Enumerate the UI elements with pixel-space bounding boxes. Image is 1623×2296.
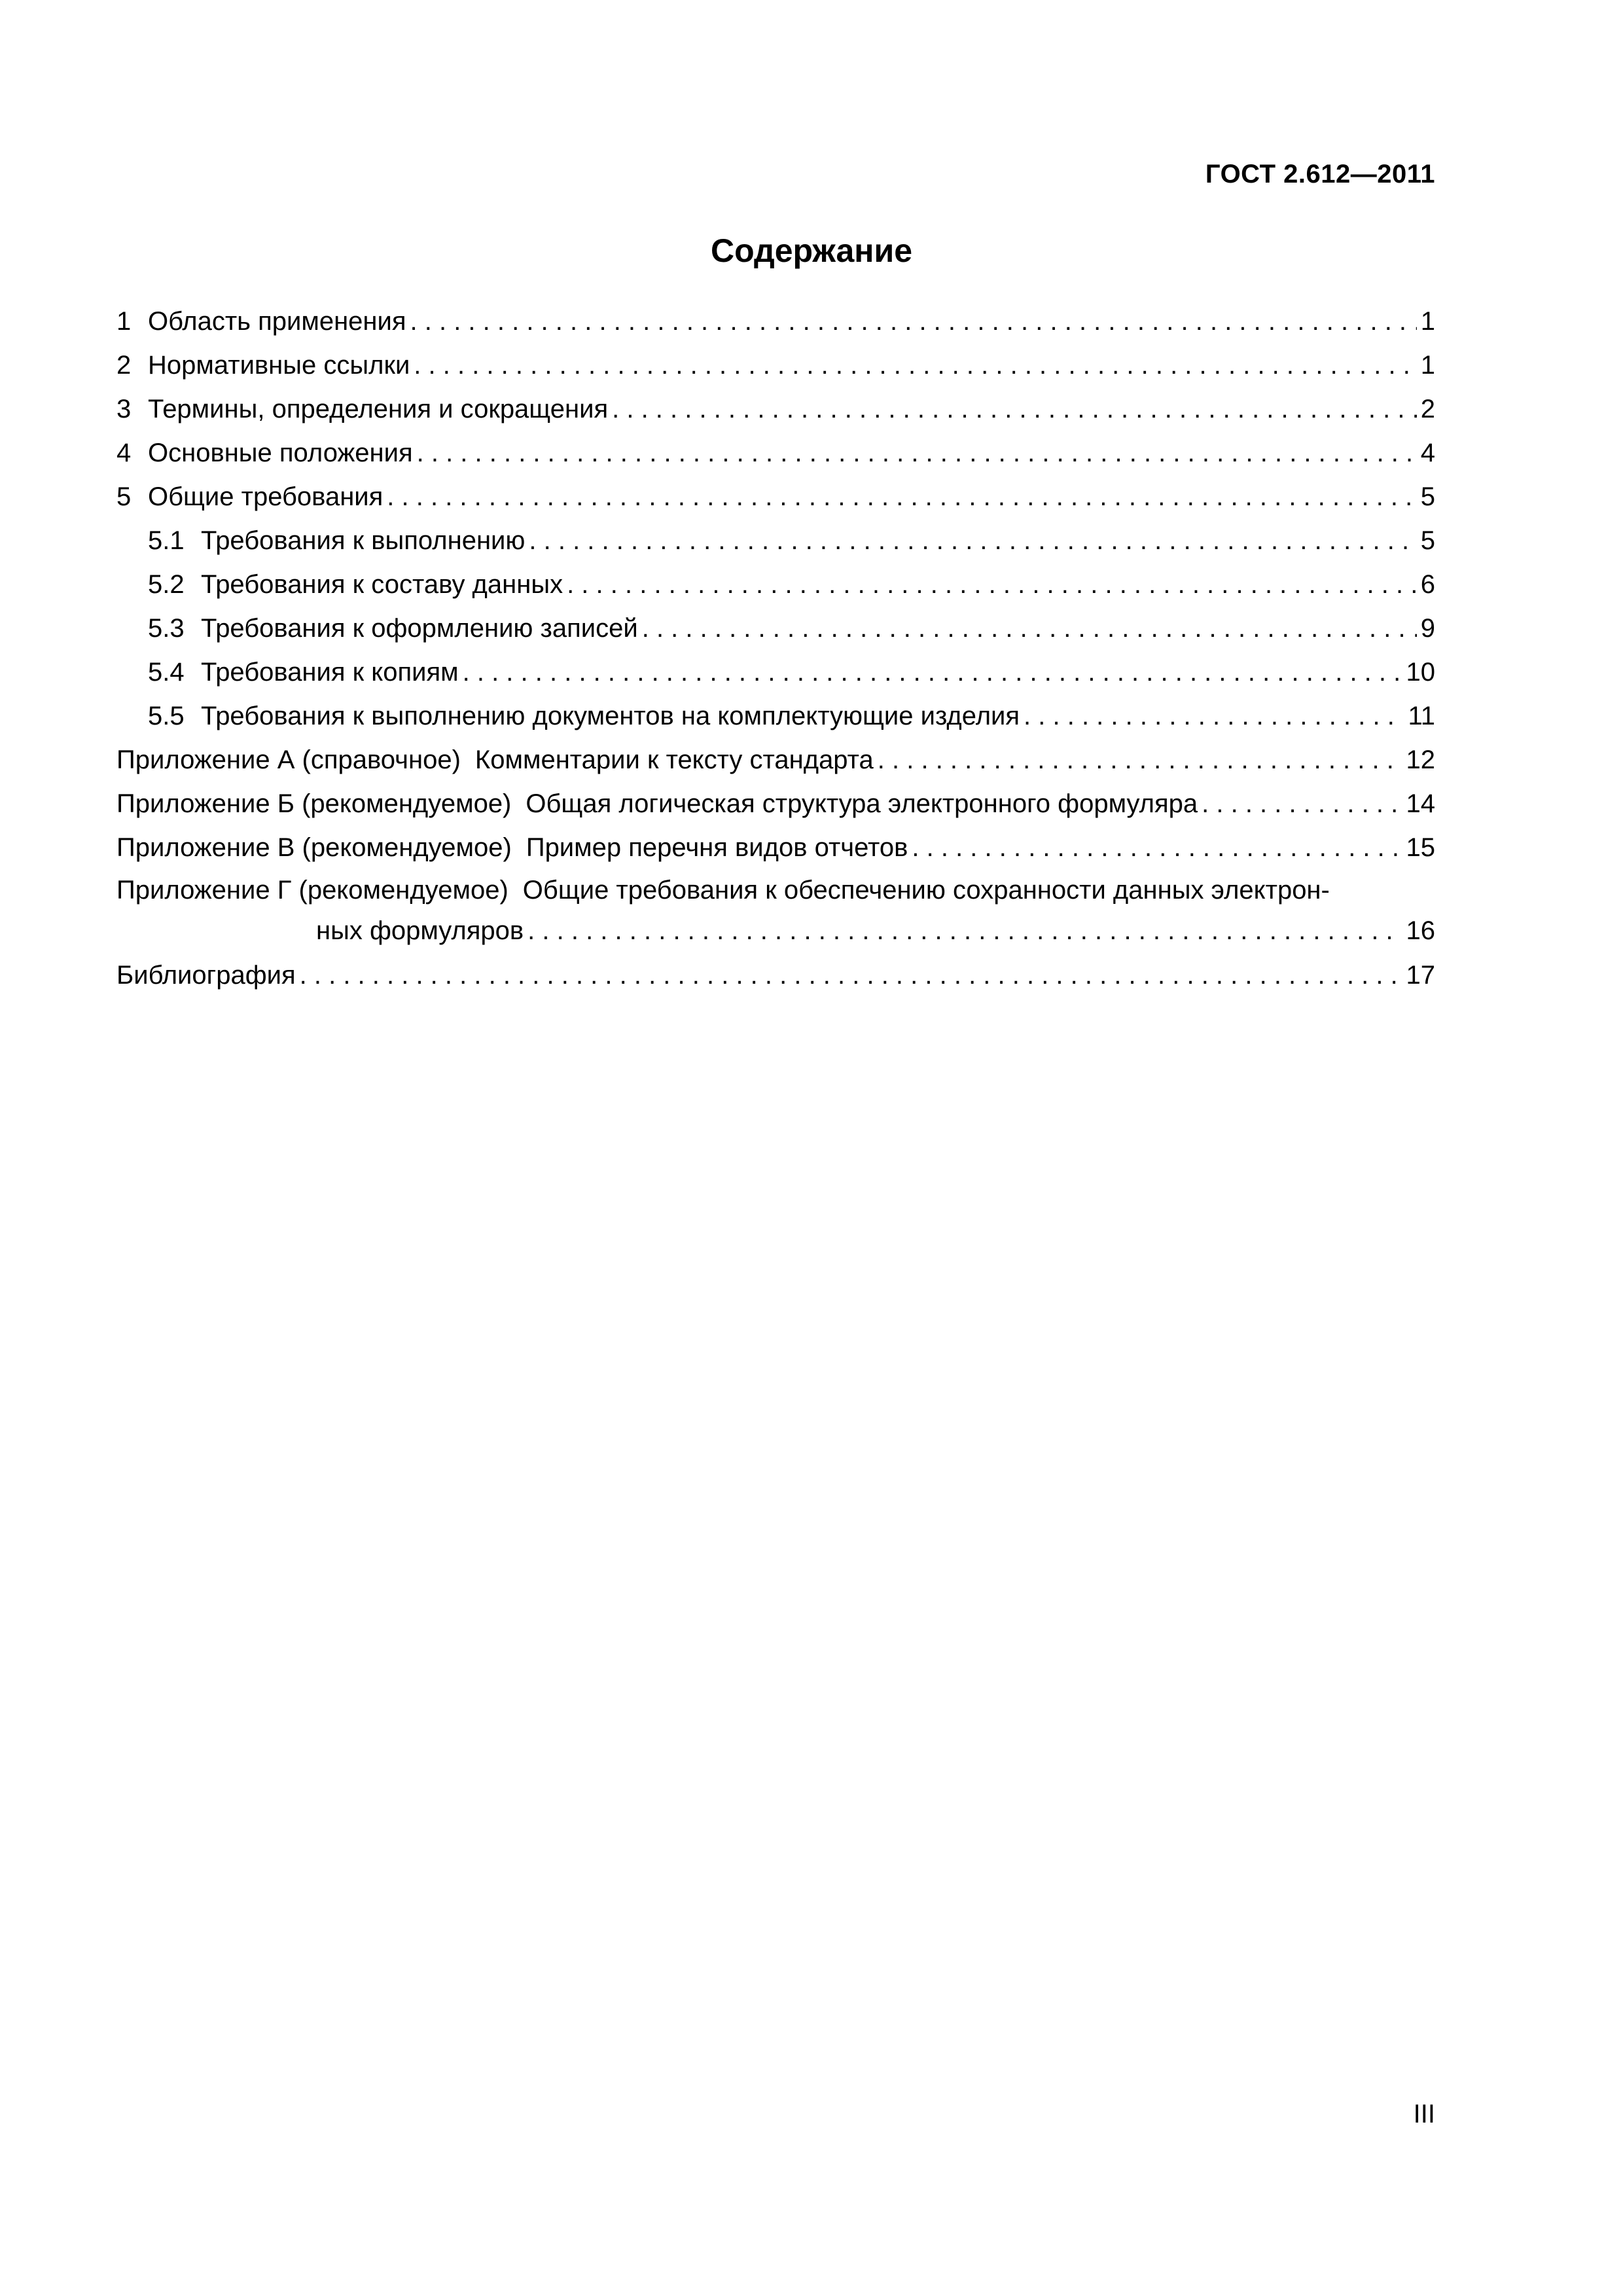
toc-appendix-g[interactable] xyxy=(116,870,1435,951)
toc-item-3[interactable] xyxy=(116,387,1435,431)
toc-item-title: Требования к оформлению записей xyxy=(201,614,638,643)
appendix-title: Комментарии к тексту стандарта xyxy=(474,745,874,774)
appendix-label: Приложение В (рекомендуемое) xyxy=(116,833,512,862)
dot-leader xyxy=(642,607,1417,651)
toc-item-number: 3 xyxy=(116,395,132,423)
toc-item-title: Область применения xyxy=(148,307,406,336)
document-code: ГОСТ 2.612—2011 xyxy=(1205,160,1435,188)
toc-item-number: 5.1 xyxy=(148,526,185,555)
toc-item-number: 4 xyxy=(116,439,132,467)
toc-item-page: 14 xyxy=(1406,789,1435,818)
toc-item-title: Термины, определения и сокращения xyxy=(148,395,609,423)
dot-leader xyxy=(527,910,1402,951)
toc-item-2[interactable] xyxy=(116,344,1435,387)
toc-item-page: 17 xyxy=(1406,961,1435,990)
toc-item-1[interactable] xyxy=(116,300,1435,344)
appendix-title: Общие требования к обеспечению сохранности данных электрон- xyxy=(522,876,1330,905)
toc-item-page: 1 xyxy=(1420,307,1435,336)
toc-item-number: 1 xyxy=(116,307,132,336)
toc-item-number: 5.5 xyxy=(148,702,185,730)
toc-item-title: Требования к составу данных xyxy=(201,570,563,599)
dot-leader xyxy=(300,954,1402,997)
dot-leader xyxy=(410,300,1417,344)
toc-item-title: Требования к копиям xyxy=(201,658,459,687)
toc-item-5-3[interactable] xyxy=(116,607,1435,651)
dot-leader xyxy=(912,826,1402,870)
dot-leader xyxy=(387,475,1416,519)
appendix-title-continued: ных формуляров xyxy=(316,916,524,945)
appendix-label: Приложение А (справочное) xyxy=(116,745,461,774)
toc-item-number: 5.4 xyxy=(148,658,185,687)
toc-appendix-a[interactable] xyxy=(116,738,1435,782)
dot-leader xyxy=(612,387,1417,431)
toc-item-title: Требования к выполнению документов на комплектующие изделия xyxy=(201,702,1020,730)
toc-item-page: 12 xyxy=(1406,745,1435,774)
toc-item-page: 16 xyxy=(1406,916,1435,945)
dot-leader xyxy=(463,651,1402,694)
toc-item-page: 10 xyxy=(1406,658,1435,687)
dot-leader xyxy=(414,344,1416,387)
dot-leader xyxy=(878,738,1402,782)
toc-item-5-4[interactable] xyxy=(116,651,1435,694)
table-of-contents xyxy=(116,300,1435,997)
toc-item-number: 5.3 xyxy=(148,614,185,643)
toc-item-title: Основные положения xyxy=(148,439,413,467)
appendix-label: Приложение Г (рекомендуемое) xyxy=(116,876,508,905)
toc-appendix-b[interactable] xyxy=(116,782,1435,826)
toc-item-5-5[interactable] xyxy=(116,694,1435,738)
toc-item-page: 9 xyxy=(1420,614,1435,643)
dot-leader xyxy=(567,563,1417,607)
toc-item-page: 5 xyxy=(1420,526,1435,555)
toc-item-number: 5.2 xyxy=(148,570,185,599)
page-number: III xyxy=(1413,2100,1435,2128)
toc-bibliography[interactable] xyxy=(116,954,1435,997)
toc-item-title: Нормативные ссылки xyxy=(148,351,410,380)
toc-item-page: 4 xyxy=(1420,439,1435,467)
toc-item-4[interactable] xyxy=(116,431,1435,475)
toc-item-5-2[interactable] xyxy=(116,563,1435,607)
toc-item-page: 15 xyxy=(1406,833,1435,862)
toc-item-page: 5 xyxy=(1420,482,1435,511)
toc-item-page: 2 xyxy=(1420,395,1435,423)
appendix-title: Пример перечня видов отчетов xyxy=(526,833,908,862)
toc-item-title: Требования к выполнению xyxy=(201,526,526,555)
toc-title: Содержание xyxy=(710,232,913,269)
toc-item-5-1[interactable] xyxy=(116,519,1435,563)
dot-leader xyxy=(1024,694,1404,738)
appendix-second-line xyxy=(116,910,1435,951)
toc-item-number: 5 xyxy=(116,482,132,511)
toc-item-page: 6 xyxy=(1420,570,1435,599)
toc-item-page: 11 xyxy=(1408,702,1435,730)
toc-item-number: 2 xyxy=(116,351,132,380)
appendix-title: Общая логическая структура электронного формуляра xyxy=(526,789,1198,818)
toc-item-page: 1 xyxy=(1420,351,1435,380)
toc-appendix-v[interactable] xyxy=(116,826,1435,870)
dot-leader xyxy=(1202,782,1402,826)
toc-item-5[interactable] xyxy=(116,475,1435,519)
bibliography-title: Библиография xyxy=(116,961,296,990)
appendix-first-line xyxy=(116,870,1435,910)
appendix-label: Приложение Б (рекомендуемое) xyxy=(116,789,512,818)
dot-leader xyxy=(529,519,1416,563)
toc-item-title: Общие требования xyxy=(148,482,383,511)
dot-leader xyxy=(417,431,1417,475)
